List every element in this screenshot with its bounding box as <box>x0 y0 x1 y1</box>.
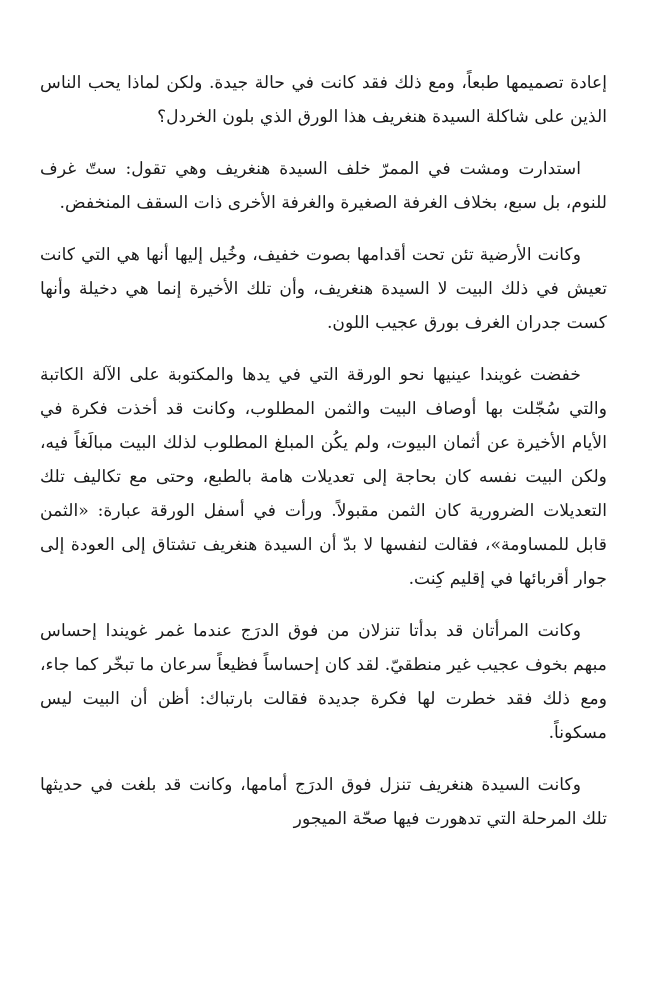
paragraph-4: خفضت غويندا عينيها نحو الورقة التي في يدها والمكتوبة على الآلة الكاتبة والتي سُجّلت بها أوصاف البيت والثمن المطلوب، وكانت قد أخذت فكرة في الأيام الأخيرة عن أثمان البيوت، ولم يكُن المبلغ المطلوب لذلك البيت مبالَغاً فيه، ولكن البيت نفسه كان بحاجة إلى تعديلات هامة بالطبع، وحتى مع تكاليف تلك التعديلات الضرورية كان الثمن مقبولاً. ورأت في أسفل الورقة عبارة: «الثمن قابل للمساومة»، فقالت لنفسها لا بدّ أن السيدة هنغريف تشتاق إلى العودة إلى جوار أقربائها في إقليم كِنت. <box>40 365 607 589</box>
paragraph-2: استدارت ومشت في الممرّ خلف السيدة هنغريف وهي تقول: ستّ غرف للنوم، بل سبع، بخلاف الغرفة الصغيرة والغرفة الأخرى ذات السقف المنخفض. <box>40 159 607 213</box>
paragraph-1: إعادة تصميمها طبعاً، ومع ذلك فقد كانت في حالة جيدة. ولكن لماذا يحب الناس الذين على شاكلة السيدة هنغريف هذا الورق الذي بلون الخردل؟ <box>40 73 607 127</box>
paragraph-5: وكانت المرأتان قد بدأتا تنزلان من فوق الدرَج عندما غمر غويندا إحساس مبهم بخوف عجيب غير منطقيّ. لقد كان إحساساً فظيعاً سرعان ما تبخّر كما جاء، ومع ذلك فقد خطرت لها فكرة جديدة فقالت بارتباك: أظن أن البيت ليس مسكوناً. <box>40 621 607 743</box>
paragraph-6: وكانت السيدة هنغريف تنزل فوق الدرَج أمامها، وكانت قد بلغت في حديثها تلك المرحلة التي تدهورت فيها صحّة الميجور <box>40 775 607 829</box>
paragraph-3: وكانت الأرضية تئن تحت أقدامها بصوت خفيف، وخُيل إليها أنها هي التي كانت تعيش في ذلك البيت لا السيدة هنغريف، وأن تلك الأخيرة إنما هي دخيلة وأنها كست جدران الغرف بورق عجيب اللون. <box>40 245 607 333</box>
